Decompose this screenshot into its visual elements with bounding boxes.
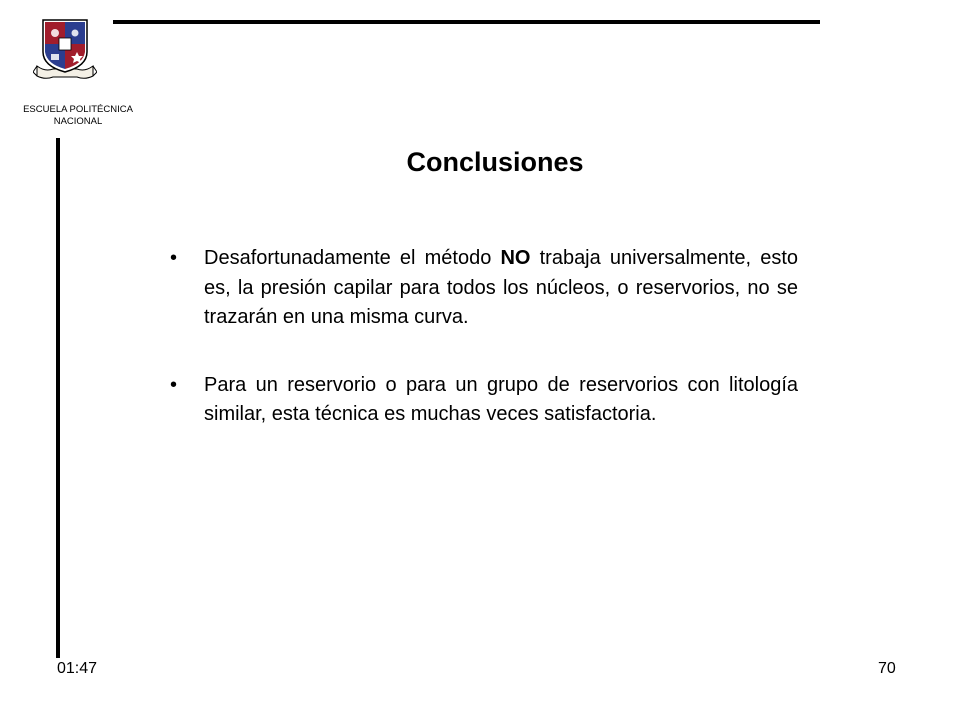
institution-name-line2: NACIONAL bbox=[53, 116, 103, 127]
institution-name-line1: ESCUELA POLITÉCNICA bbox=[23, 104, 133, 115]
slide-page-number: 70 bbox=[878, 660, 896, 677]
bullet-text-part: Desafortunadamente el método bbox=[204, 247, 501, 269]
bullet-item bbox=[170, 244, 798, 333]
university-crest-logo bbox=[33, 16, 97, 84]
institution-name bbox=[0, 104, 156, 128]
left-vertical-line bbox=[56, 138, 60, 658]
bullet-dot: • bbox=[170, 247, 178, 269]
bullet-item bbox=[170, 371, 798, 430]
bullet-dot: • bbox=[170, 373, 178, 396]
top-divider-line bbox=[113, 20, 820, 24]
bullet-text: Para un reservorio o para un grupo de reservorios con litología similar, esta técnica es muchas veces satisfactoria. bbox=[204, 373, 798, 425]
bullet-text-part: trabaja universalmente, esto es, la presión capilar para todos los núcleos, o reservorios, no se trazarán en una misma curva. bbox=[204, 247, 799, 328]
slide-title: Conclusiones bbox=[406, 147, 584, 177]
bullet-list bbox=[170, 244, 798, 468]
bullet-text-emphasis: NO bbox=[500, 247, 531, 269]
footer-time: 01:47 bbox=[57, 660, 98, 677]
